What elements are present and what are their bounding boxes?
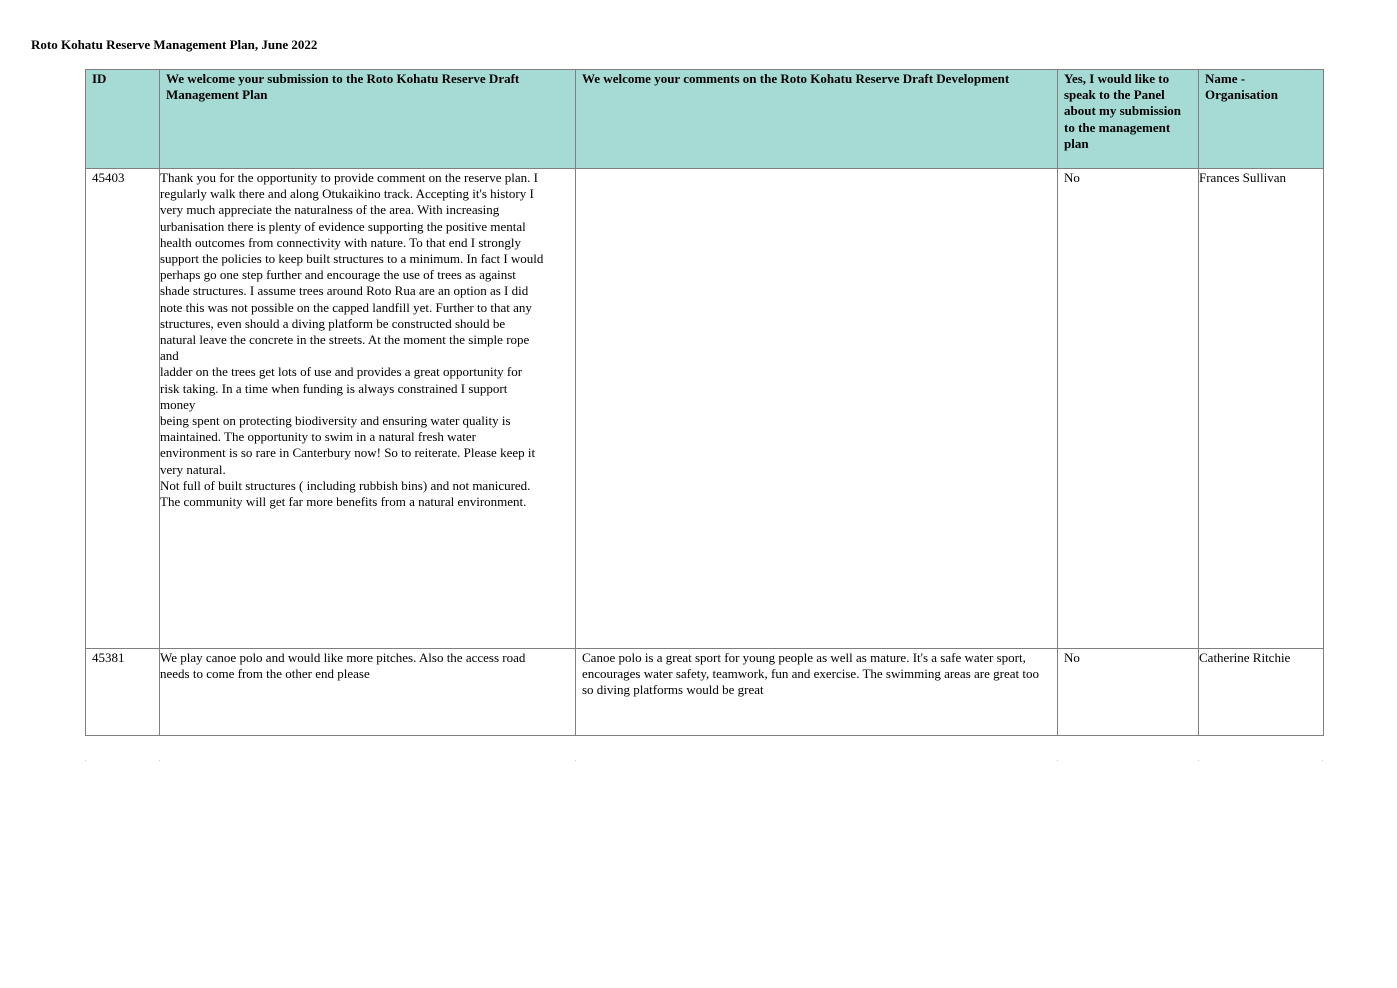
submission-id: 45403 (86, 169, 160, 649)
submitter-name: Frances Sullivan (1199, 169, 1324, 649)
footer-dot (85, 760, 86, 761)
submitter-name: Catherine Ritchie (1199, 649, 1324, 736)
plan-submission-text: Thank you for the opportunity to provide comment on the reserve plan. I regularly walk there and along Otukaikino track. Accepting it's history I very much appreciate the naturalness of the area. With increasing urbanisation there is plenty of evidence supporting the positive mental health outcomes from connectivity with nature. To that end I strongly support the policies to keep built structures to a minimum. In fact I would perhaps go one step further and encourage the use of trees as against shade structures. I assume trees around Roto Rua are an option as I did note this was not possible on the capped landfill yet. Further to that any structures, even should a diving platform be constructed should be natural leave the concrete in the streets. At the moment the simple rope and ladder on the trees get lots of use and provides a great opportunity for risk taking. In a time when funding is always constrained I support money being spent on protecting biodiversity and ensuring water quality is maintained. The opportunity to swim in a natural fresh water environment is so rare in Canterbury now! So to reiterate. Please keep it very natural. Not full of built structures ( including rubbish bins) and not manicured. The community will get far more benefits from a natural environment. (160, 169, 576, 649)
speak-to-panel-value: No (1058, 649, 1199, 736)
column-header-id: ID (86, 70, 160, 169)
table-row (86, 169, 1324, 649)
column-header-plan-submission: We welcome your submission to the Roto Kohatu Reserve Draft Management Plan (160, 70, 576, 169)
footer-dot (575, 760, 576, 761)
footer-dot (1057, 760, 1058, 761)
column-header-name-organisation: Name - Organisation (1199, 70, 1324, 169)
table-header-row (86, 70, 1324, 169)
development-comment-text: Canoe polo is a great sport for young people as well as mature. It's a safe water sport, encourages water safety, teamwork, fun and exercise. The swimming areas are great too so diving platforms would be great (576, 649, 1058, 736)
submission-id: 45381 (86, 649, 160, 736)
speak-to-panel-value: No (1058, 169, 1199, 649)
column-header-development-comments: We welcome your comments on the Roto Kohatu Reserve Draft Development (576, 70, 1058, 169)
footer-dot (1198, 760, 1199, 761)
page-title: Roto Kohatu Reserve Management Plan, June 2022 (31, 37, 318, 52)
page-footer-rule (85, 760, 1323, 761)
development-comment-text (576, 169, 1058, 649)
table-row (86, 649, 1324, 736)
submissions-table (85, 69, 1324, 736)
column-header-speak-to-panel: Yes, I would like to speak to the Panel about my submission to the management plan (1058, 70, 1199, 169)
plan-submission-text: We play canoe polo and would like more pitches. Also the access road needs to come from the other end please (160, 649, 576, 736)
footer-dot (1322, 760, 1323, 761)
footer-dot (159, 760, 160, 761)
